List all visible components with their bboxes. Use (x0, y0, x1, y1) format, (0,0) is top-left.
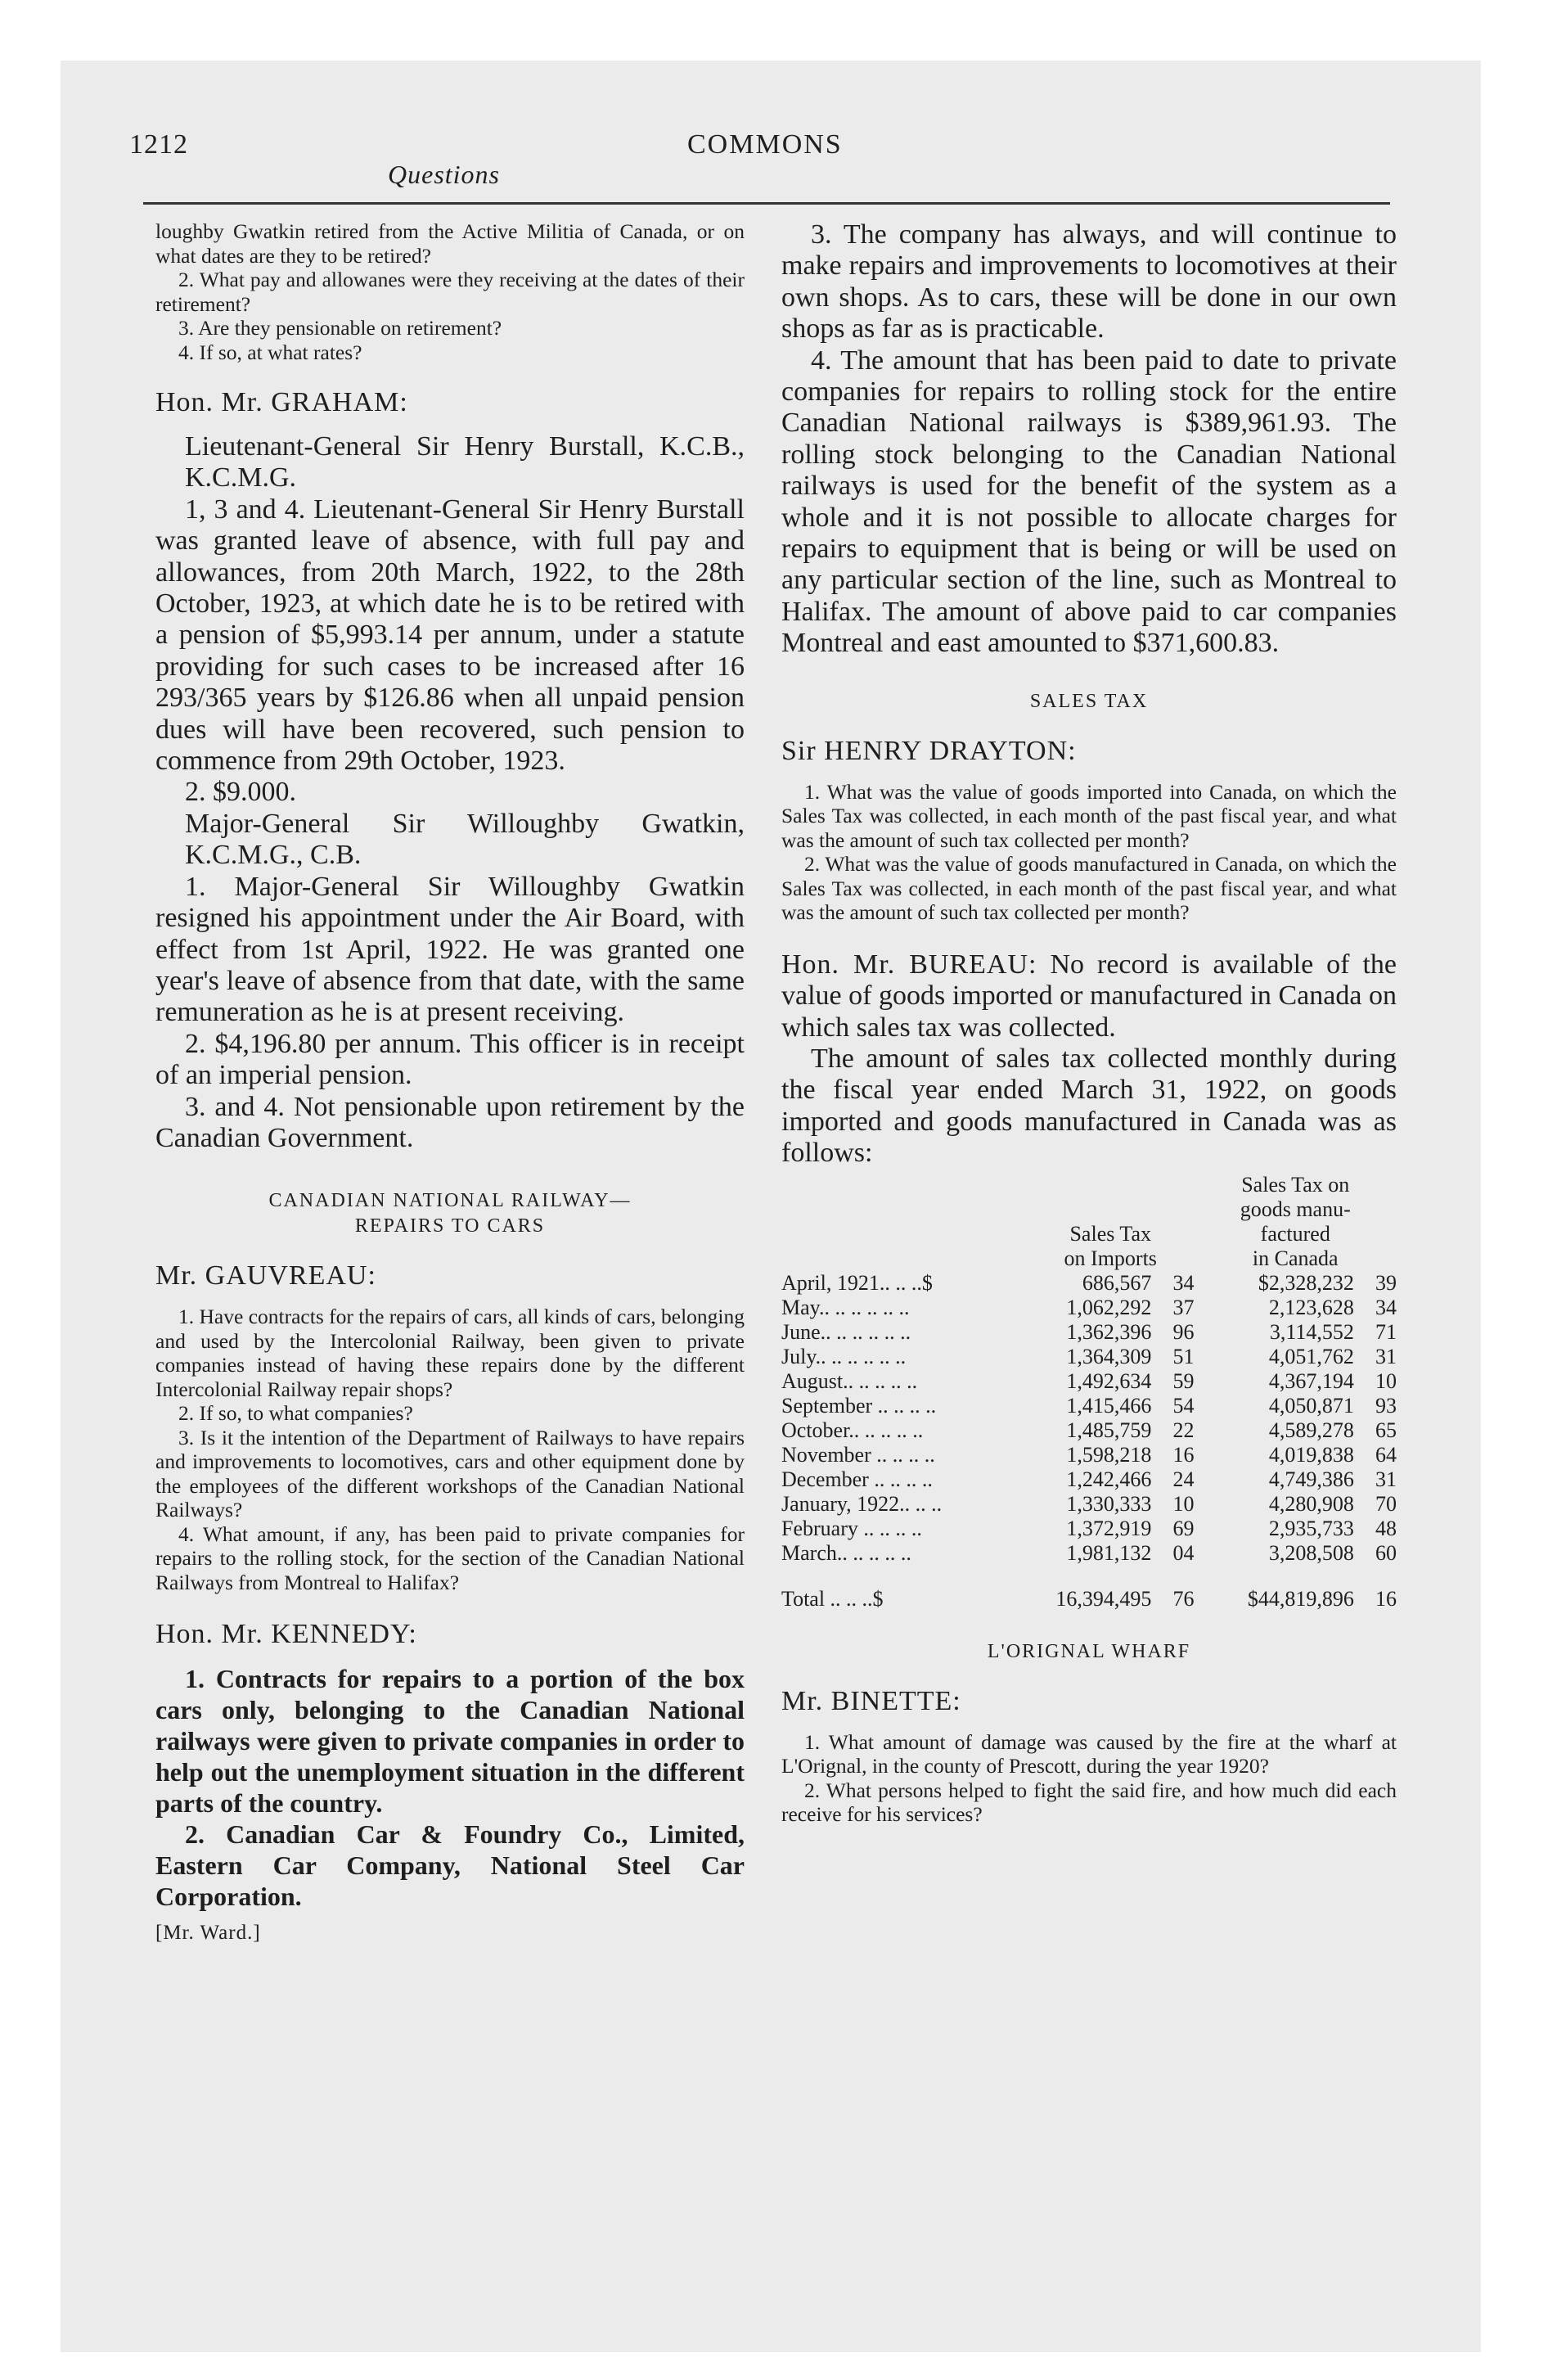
table-cell-manufactured: 4,749,386 (1268, 1467, 1354, 1491)
table-cell-month: October.. .. .. .. .. (781, 1418, 924, 1442)
table-cell-imports: 1,330,333 (1066, 1491, 1152, 1516)
page-title: COMMONS (687, 129, 843, 160)
table-cell-month: January, 1922.. .. .. (781, 1491, 943, 1516)
question-text: 1. Have contracts for the repairs of cars, all kinds of cars, belonging and used by the Intercolonial Railway, been given to private companies instead of having these repairs done by the different Intercolonial Railway repair shops? (155, 1305, 745, 1401)
table-total-row (781, 1566, 1397, 1611)
answer-text: 1, 3 and 4. Lieutenant-General Sir Henry Burstall was granted leave of absence, with full pay and allowances, from 20th March, 1922, to the 28th October, 1923, at which date he is to be retired with a pension of $5,993.14 per annum, under a statute providing for such cases to be increased after 16 293/365 years by $126.86 when all unpaid pension dues will have been recovered, such pension to commence from 29th October, 1923. (155, 494, 745, 777)
table-cell-month: July.. .. .. .. .. .. (781, 1344, 907, 1368)
table-cell-imports: 1,362,396 (1066, 1319, 1152, 1344)
table-cell-imports-cents: 59 (1172, 1368, 1195, 1393)
answer-text (781, 949, 1397, 1044)
table-header (1194, 1173, 1397, 1271)
table-row (781, 1271, 1397, 1296)
table-row (781, 1541, 1397, 1566)
question-text: 1. What amount of damage was caused by the fire at the wharf at L'Orignal, in the county of Prescott, during the year 1920? (781, 1729, 1397, 1778)
question-text: 2. If so, to what companies? (178, 1401, 413, 1426)
question-text: 4. What amount, if any, has been paid to private companies for repairs to the rolling stock, for the section of the Canadian National Railways from Montreal to Halifax? (155, 1521, 745, 1594)
table-cell-month: April, 1921.. .. ..$ (781, 1270, 933, 1295)
table-header-row (781, 1173, 1397, 1271)
table-cell-manufactured-cents: 48 (1375, 1516, 1397, 1540)
table-cell-manufactured-cents: 31 (1375, 1344, 1397, 1368)
table-header-line: on Imports (1064, 1246, 1157, 1270)
answer-text: 2. Canadian Car & Foundry Co., Limited, Eastern Car Company, National Steel Car Corporation. (155, 1819, 745, 1912)
table-cell-manufactured-cents: 64 (1375, 1442, 1397, 1467)
table-cell-manufactured: 4,367,194 (1268, 1368, 1354, 1393)
speaker-name: Hon. Mr. BUREAU: (781, 949, 1037, 980)
answer-text: 3. and 4. Not pensionable upon retirement by the Canadian Government. (155, 1091, 745, 1153)
table-cell-month: May.. .. .. .. .. .. (781, 1295, 910, 1319)
speaker-name: Mr. BINETTE: (781, 1685, 961, 1716)
table-row (781, 1369, 1397, 1394)
table-cell-manufactured: 4,280,908 (1268, 1491, 1354, 1516)
speaker-name: Sir HENRY DRAYTON: (781, 735, 1077, 766)
table-cell-month: Total .. .. ..$ (781, 1586, 884, 1611)
question-text: 2. What was the value of goods manufactured in Canada, on which the Sales Tax was collected, in each month of the past fiscal year, and what was the amount of such tax collected per month? (781, 852, 1397, 925)
table-cell-manufactured-cents: 71 (1375, 1319, 1397, 1344)
table-header (781, 1173, 1027, 1271)
table-cell-month: September .. .. .. .. (781, 1393, 937, 1418)
answer-text: 2. $9.000. (185, 777, 296, 808)
table-row (781, 1345, 1397, 1369)
table-cell-imports: 1,598,218 (1066, 1442, 1152, 1467)
table-cell-manufactured-cents: 70 (1375, 1491, 1397, 1516)
left-column (155, 219, 745, 1945)
table-cell-imports: 686,567 (1082, 1270, 1152, 1295)
table-cell-manufactured-cents: 34 (1375, 1295, 1397, 1319)
table-cell-month: December .. .. .. .. (781, 1467, 933, 1491)
table-row (781, 1296, 1397, 1320)
table-cell-imports-cents: 54 (1172, 1393, 1195, 1418)
table-row (781, 1394, 1397, 1418)
table-row (781, 1443, 1397, 1467)
section-title (155, 1188, 745, 1239)
table-cell-manufactured-cents: 39 (1375, 1270, 1397, 1295)
section-title-line: REPAIRS TO CARS (354, 1215, 546, 1237)
table-header-line: Sales Tax on (1241, 1172, 1350, 1197)
table-cell-month: March.. .. .. .. .. (781, 1540, 911, 1565)
table-cell-imports-cents: 76 (1172, 1586, 1195, 1611)
table-cell-manufactured-cents: 65 (1375, 1418, 1397, 1442)
answer-text: 1. Contracts for repairs to a portion of the box cars only, belonging to the Canadian National railways were given to private companies in order to help out the unemployment situation in the different parts of the country. (155, 1664, 745, 1819)
table-cell-manufactured-cents: 10 (1375, 1368, 1397, 1393)
question-text: loughby Gwatkin retired from the Active Militia of Canada, or on what dates are they to be retired? (155, 219, 745, 268)
table-cell-imports: 16,394,495 (1055, 1586, 1152, 1611)
table-cell-manufactured-cents: 16 (1375, 1586, 1397, 1611)
table-cell-manufactured-cents: 60 (1375, 1540, 1397, 1565)
table-cell-imports-cents: 10 (1172, 1491, 1195, 1516)
answer-text: The amount of sales tax collected monthly during the fiscal year ended March 31, 1922, on goods imported and goods manufactured in Canada was as follows: (781, 1043, 1397, 1169)
question-text: 3. Are they pensionable on retirement? (178, 316, 502, 340)
table-cell-imports: 1,364,309 (1066, 1344, 1152, 1368)
table-cell-imports: 1,372,919 (1066, 1516, 1152, 1540)
speaker-name: Hon. Mr. GRAHAM: (155, 387, 408, 417)
table-cell-imports: 1,062,292 (1066, 1295, 1152, 1319)
table-cell-manufactured: 2,935,733 (1268, 1516, 1354, 1540)
table-cell-imports-cents: 34 (1172, 1270, 1195, 1295)
table-cell-imports: 1,492,634 (1066, 1368, 1152, 1393)
table-row (781, 1492, 1397, 1517)
answer-text: Lieutenant-General Sir Henry Burstall, K.C.B., K.C.M.G. (185, 431, 745, 494)
table-row (781, 1467, 1397, 1492)
answer-text: No record is available of the value of goods imported or manufactured in Canada on which sales tax was collected. (781, 949, 1397, 1043)
table-header (1027, 1173, 1194, 1271)
table-cell-manufactured: 3,208,508 (1268, 1540, 1354, 1565)
table-cell-imports: 1,485,759 (1066, 1418, 1152, 1442)
table-cell-imports-cents: 24 (1172, 1467, 1195, 1491)
question-text: 3. Is it the intention of the Department of Railways to have repairs and improvements to locomotives, cars and other equipment done by the employees of the different workshops of the Canadian National Railways? (155, 1425, 745, 1522)
section-title: SALES TAX (1029, 690, 1149, 712)
table-cell-imports-cents: 69 (1172, 1516, 1195, 1540)
page-number: 1212 (129, 129, 188, 160)
section-title: L'ORIGNAL WHARF (987, 1640, 1191, 1662)
question-text: 4. If so, at what rates? (178, 340, 362, 364)
table-cell-imports: 1,415,466 (1066, 1393, 1152, 1418)
header-rule (143, 202, 1390, 205)
table-row (781, 1418, 1397, 1443)
table-cell-month: February .. .. .. .. (781, 1516, 922, 1540)
question-text: 1. What was the value of goods imported into Canada, on which the Sales Tax was collected, in each month of the past fiscal year, and what was the amount of such tax collected per month? (781, 779, 1397, 852)
question-text: 2. What persons helped to fight the said fire, and how much did each receive for his services? (781, 1778, 1397, 1827)
table-cell-manufactured: 4,019,838 (1268, 1442, 1354, 1467)
table-header-line: Sales Tax (1069, 1221, 1151, 1246)
question-text: 2. What pay and allowanes were they receiving at the dates of their retirement? (155, 268, 745, 316)
table-cell-manufactured: 4,589,278 (1268, 1418, 1354, 1442)
table-cell-manufactured: 4,050,871 (1268, 1393, 1354, 1418)
sales-tax-table (781, 1173, 1397, 1611)
table-cell-month: November .. .. .. .. (781, 1442, 935, 1467)
table-cell-imports-cents: 16 (1172, 1442, 1195, 1467)
table-header-line: goods manu- (1240, 1197, 1351, 1221)
speaker-name: Mr. GAUVREAU: (155, 1260, 376, 1291)
table-cell-month: June.. .. .. .. .. .. (781, 1319, 911, 1344)
table-cell-manufactured: 4,051,762 (1268, 1344, 1354, 1368)
table-cell-manufactured: 2,123,628 (1268, 1295, 1354, 1319)
answer-text: Major-General Sir Willoughby Gwatkin, K.C.M.G., C.B. (185, 808, 745, 871)
table-header-line: in Canada (1252, 1246, 1339, 1270)
table-cell-manufactured-cents: 31 (1375, 1467, 1397, 1491)
table-row (781, 1517, 1397, 1541)
table-cell-imports-cents: 51 (1172, 1344, 1195, 1368)
table-cell-manufactured: $44,819,896 (1247, 1586, 1354, 1611)
table-header-line: factured (1260, 1221, 1330, 1246)
section-title-line: CANADIAN NATIONAL RAILWAY— (268, 1190, 632, 1212)
answer-text: 1. Major-General Sir Willoughby Gwatkin resigned his appointment under the Air Board, with effect from 1st April, 1922. He was granted one year's leave of absence from that date, with the same remuneration as he is at present receiving. (155, 871, 745, 1028)
speaker-name: Hon. Mr. KENNEDY: (155, 1619, 417, 1650)
table-cell-manufactured: 3,114,552 (1269, 1319, 1354, 1344)
table-row (781, 1320, 1397, 1345)
answer-text: 2. $4,196.80 per annum. This officer is in receipt of an imperial pension. (155, 1028, 745, 1091)
table-cell-manufactured: $2,328,232 (1258, 1270, 1354, 1295)
table-cell-imports-cents: 96 (1172, 1319, 1195, 1344)
table-cell-imports: 1,242,466 (1066, 1467, 1152, 1491)
table-cell-imports-cents: 22 (1172, 1418, 1195, 1442)
right-column (781, 219, 1397, 1827)
table-cell-imports-cents: 37 (1172, 1295, 1195, 1319)
answer-text: 4. The amount that has been paid to date to private companies for repairs to rolling stock for the entire Canadian National railways is $389,961.93. The rolling stock belonging to the Canadian National railways is used for the benefit of the system as a whole and it is not possible to allocate charges for repairs to equipment that is being or will be used on any particular section of the line, such as Montreal to Halifax. The amount of above paid to car companies Montreal and east amounted to $371,600.83. (781, 345, 1397, 659)
section-heading: Questions (388, 160, 500, 189)
page-footer: [Mr. Ward.] (155, 1922, 261, 1945)
table-cell-manufactured-cents: 93 (1375, 1393, 1397, 1418)
table-cell-month: August.. .. .. .. .. (781, 1368, 918, 1393)
table-cell-imports: 1,981,132 (1066, 1540, 1152, 1565)
answer-text: 3. The company has always, and will continue to make repairs and improvements to locomotives at their own shops. As to cars, these will be done in our own shops as far as is practicable. (781, 219, 1397, 345)
table-cell-imports-cents: 04 (1172, 1540, 1195, 1565)
